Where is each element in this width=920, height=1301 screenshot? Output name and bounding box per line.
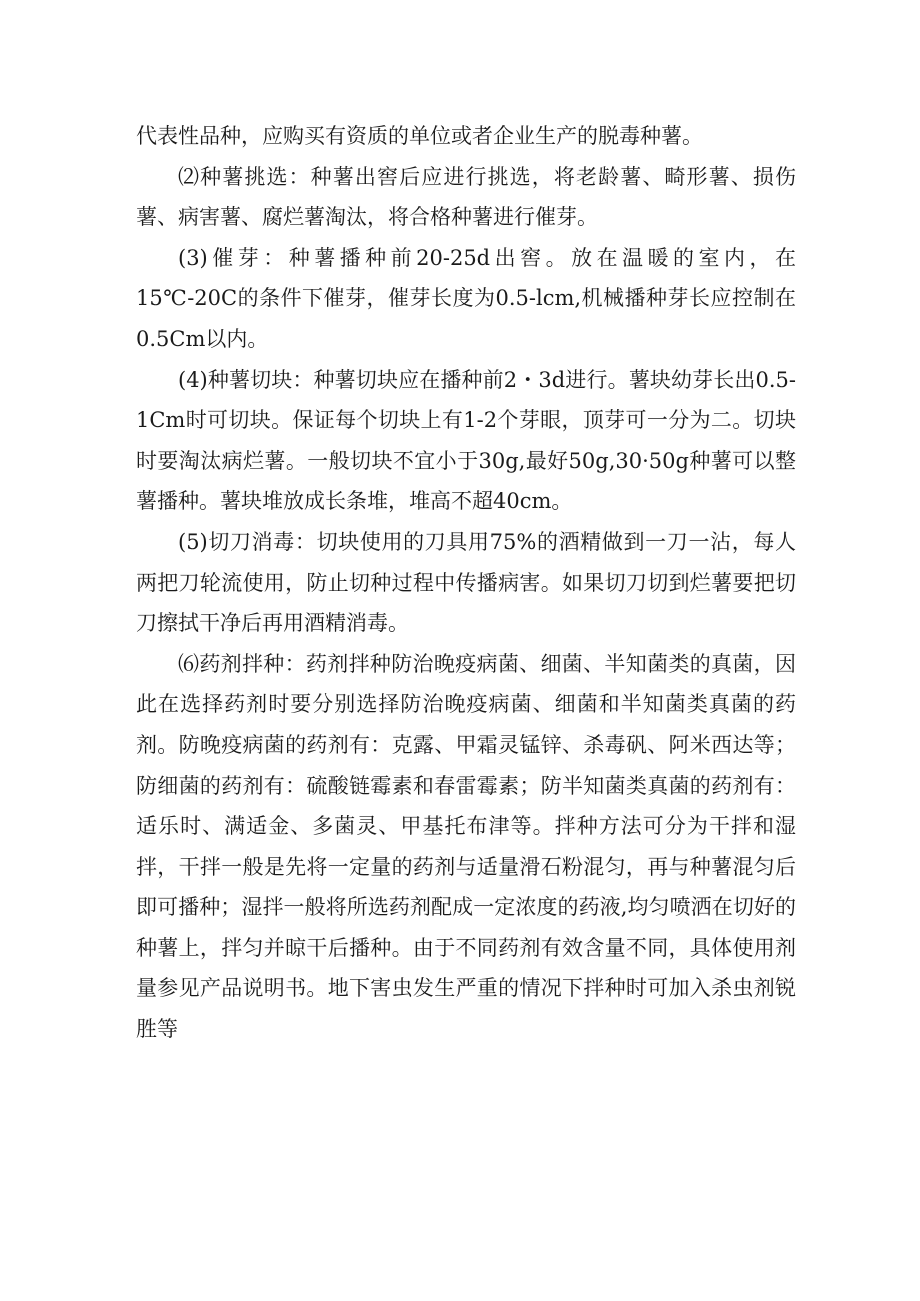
paragraph-seed-selection: ⑵种薯挑选：种薯出窖后应进行挑选，将老龄薯、畸形薯、损伤薯、病害薯、腐烂薯淘汰，将合格种薯进行催芽。 bbox=[136, 164, 796, 230]
paragraph-seed-cutting: (4)种薯切块：种薯切块应在播种前2・3d进行。薯块幼芽长出0.5-1Cm时可切块。保证每个切块上有1-2个芽眼，顶芽可一分为二。切块时要淘汰病烂薯。一般切块不宜小于30g,最好50g,30·50g种薯可以整薯播种。薯块堆放成长条堆，堆高不超40cm。 bbox=[136, 367, 796, 514]
paragraph-seed-dressing: ⑹药剂拌种：药剂拌种防治晚疫病菌、细菌、半知菌类的真菌，因此在选择药剂时要分别选择防治晚疫病菌、细菌和半知菌类真菌的药剂。防晚疫病菌的药剂有：克露、甲霜灵锰锌、杀毒矾、阿米西达等；防细菌的药剂有：硫酸链霉素和春雷霉素；防半知菌类真菌的药剂有：适乐时、满适金、多菌灵、甲基托布津等。拌种方法可分为干拌和湿拌，干拌一般是先将一定量的药剂与适量滑石粉混匀，再与种薯混匀后即可播种；湿拌一般将所选药剂配成一定浓度的药液,均匀喷洒在切好的种薯上，拌匀并晾干后播种。由于不同药剂有效含量不同，具体使用剂量参见产品说明书。地下害虫发生严重的情况下拌种时可加入杀虫剂锐胜等 bbox=[136, 651, 796, 1042]
document-body bbox=[136, 116, 796, 1050]
paragraph-knife-disinfection: (5)切刀消毒：切块使用的刀具用75%的酒精做到一刀一沾，每人两把刀轮流使用，防止切种过程中传播病害。如果切刀切到烂薯要把切刀擦拭干净后再用酒精消毒。 bbox=[136, 529, 796, 636]
paragraph-sprouting: (3)催芽：种薯播种前20-25d出窖。放在温暖的室内，在15℃-20C的条件下催芽，催芽长度为0.5-lcm,机械播种芽长应控制在0.5Cm以内。 bbox=[136, 245, 796, 351]
paragraph-continuation: 代表性品种，应购买有资质的单位或者企业生产的脱毒种薯。 bbox=[136, 124, 703, 148]
